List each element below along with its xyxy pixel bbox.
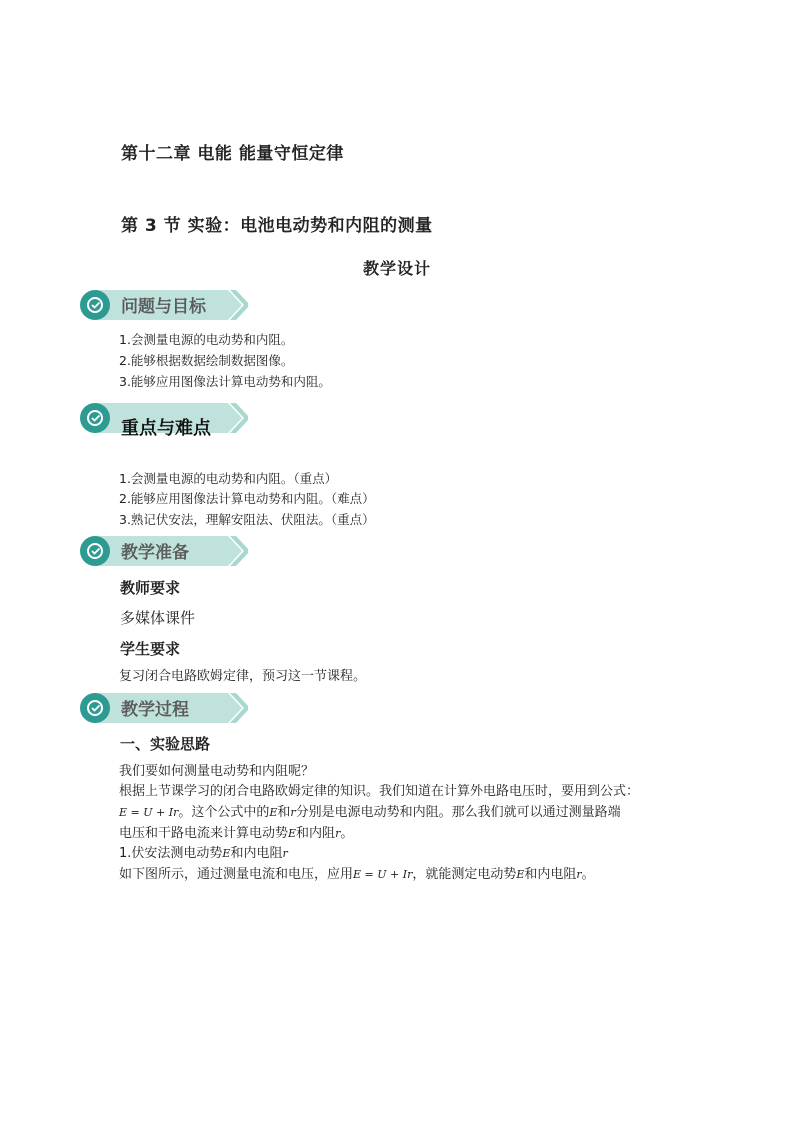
process-banner-title: 教学过程 xyxy=(121,700,189,720)
goal-item-1: 1.会测量电源的电动势和内阻。 xyxy=(119,332,294,347)
formula: E = U + Ir xyxy=(353,868,413,881)
process-question: 我们要如何测量电动势和内阻呢？ xyxy=(119,764,315,779)
teacher-text: 多媒体课件 xyxy=(120,609,196,627)
text-span: 1.伏安法测电动势 xyxy=(119,846,223,861)
process-para1-line1: 根据上节课学习的闭合电路欧姆定律的知识。我们知道在计算外电路电压时，要用到公式： xyxy=(119,784,640,799)
text-span: 分别是电源电动势和内阻。那么我们就可以通过测量路端 xyxy=(295,805,621,820)
symbol-r: r xyxy=(335,827,341,840)
text-span: 。 xyxy=(340,826,354,841)
text-span: 和 xyxy=(277,805,291,820)
process-para2 xyxy=(119,863,595,882)
goal-item-2: 2.能够根据数据绘制数据图像。 xyxy=(119,353,294,368)
text-span: 如下图所示，通过测量电流和电压，应用 xyxy=(119,867,354,882)
process-para1-line3 xyxy=(119,822,353,841)
teacher-heading: 教师要求 xyxy=(120,579,181,597)
symbol-r: r xyxy=(576,868,582,881)
prep-banner xyxy=(78,533,248,569)
text-span: 。这个公式中的 xyxy=(178,805,270,820)
text-span: ，就能测定电动势 xyxy=(412,867,517,882)
formula: E = U + Ir xyxy=(119,806,179,819)
student-text: 复习闭合电路欧姆定律，预习这一节课程。 xyxy=(119,669,367,684)
section-title: 第 3 节 实验：电池电动势和内阻的测量 xyxy=(121,216,433,236)
symbol-E: E xyxy=(288,827,297,840)
process-para1-line2 xyxy=(119,801,621,820)
keypoint-item-1: 1.会测量电源的电动势和内阻。（重点） xyxy=(119,471,338,486)
symbol-E: E xyxy=(222,847,231,860)
text-span: 和内电阻 xyxy=(524,867,577,882)
symbol-E: E xyxy=(516,868,525,881)
goals-banner xyxy=(78,287,248,323)
text-span: 。 xyxy=(581,867,595,882)
method-heading xyxy=(119,842,288,861)
keypoints-banner-title: 重点与难点 xyxy=(121,418,211,439)
symbol-r: r xyxy=(282,847,288,860)
keypoint-item-2: 2.能够应用图像法计算电动势和内阻。（难点） xyxy=(119,491,375,506)
symbol-E: E xyxy=(269,806,278,819)
chapter-title: 第十二章 电能 能量守恒定律 xyxy=(121,144,344,164)
goal-item-3: 3.能够应用图像法计算电动势和内阻。 xyxy=(119,374,331,389)
keypoint-item-3: 3.熟记伏安法，理解安阻法、伏阻法。（重点） xyxy=(119,512,375,527)
text-span: 和内电阻 xyxy=(230,846,283,861)
text-span: 和内阻 xyxy=(296,826,336,841)
design-title: 教学设计 xyxy=(362,259,431,278)
text-span: 电压和干路电流来计算电动势 xyxy=(119,826,289,841)
student-heading: 学生要求 xyxy=(120,640,181,658)
prep-banner-title: 教学准备 xyxy=(121,543,189,563)
symbol-r: r xyxy=(290,806,296,819)
goals-banner-title: 问题与目标 xyxy=(121,297,206,317)
process-banner xyxy=(78,690,248,726)
process-subheading: 一、实验思路 xyxy=(120,735,211,753)
keypoints-banner xyxy=(78,400,248,439)
